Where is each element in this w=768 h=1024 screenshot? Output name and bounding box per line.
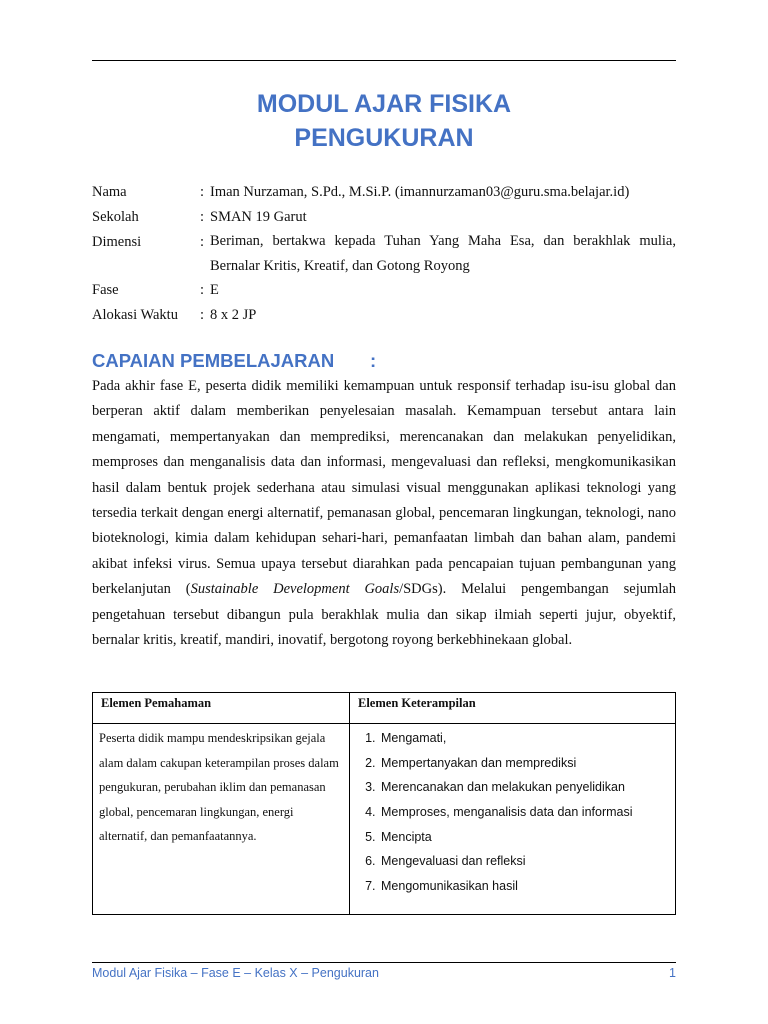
colon: :: [200, 234, 205, 250]
keterampilan-list: [351, 731, 674, 904]
footer-rule: [92, 962, 676, 963]
dimensi-value: Beriman, bertakwa kepada Tuhan Yang Maha Esa, dan berakhlak mulia, Bernalar Kritis, Kreatif, dan Gotong Royong: [210, 233, 676, 274]
list-item: 3. Merencanakan dan melakukan penyelidikan: [379, 780, 674, 805]
document-title: MODUL AJAR FISIKA: [256, 90, 512, 118]
capaian-heading-text: CAPAIAN PEMBELAJARAN: [92, 350, 335, 371]
list-item: 4. Memproses, menganalisis data dan informasi: [379, 805, 674, 830]
fase-value: E: [210, 282, 219, 298]
footer-text: Modul Ajar Fisika – Fase E – Kelas X – Pengukuran: [92, 966, 379, 980]
col-header-keterampilan: Elemen Keterampilan: [350, 693, 676, 724]
colon: :: [200, 307, 205, 323]
capaian-text-part1: Pada akhir fase E, peserta didik memiliki kemampuan untuk responsif terhadap isu-isu global dan berperan aktif dalam memberikan penyelesaian masalah. Kemampuan tersebut antara lain mengamati, mempertanyakan dan memprediksi, merencanakan dan melakukan penyelidikan, memproses dan menganalisis data dan informasi, mengevaluasi dan refleksi, mengkomunikasikan hasil dalam bentuk projek sederhana atau simulasi visual menggunakan aplikasi teknologi yang tersedia terkait dengan energi alternatif, pemanasan global, pencemaran lingkungan, teknologi, nano bioteknologi, kimia dalam kehidupan sehari-hari, pemanfaatan limbah dan bahan alam, pandemi akibat infeksi virus. Semua upaya tersebut diarahkan pada pencapaian tujuan pembangunan yang berkelanjutan (: [92, 378, 676, 598]
colon: :: [200, 209, 205, 225]
capaian-text-part2: /SDGs). Melalui pengembangan sejumlah pengetahuan tersebut dibangun pula berakhlak mulia dan sikap ilmiah seperti jujur, obyektif, bernalar kritis, kreatif, mandiri, inovatif, bergotong royong berkebhinekaan global.: [92, 581, 676, 649]
colon: :: [200, 184, 205, 200]
document-subtitle: PENGUKURAN: [294, 124, 474, 152]
alokasi-label: Alokasi Waktu: [92, 307, 178, 323]
table-row: [93, 724, 676, 915]
pemahaman-cell: Peserta didik mampu mendeskripsikan gejala alam dalam cakupan keterampilan proses dalam pengukuran, perubahan iklim dan pemanasan global, pencemaran lingkungan, energi alternatif, dan pemanfaatannya.: [93, 724, 350, 915]
info-row-sekolah: [92, 206, 676, 231]
page-number: 1: [669, 966, 676, 980]
info-row-nama: [92, 181, 676, 206]
list-item: 5. Mencipta: [379, 830, 674, 855]
alokasi-value: 8 x 2 JP: [210, 307, 257, 323]
header-rule: [92, 60, 676, 61]
list-item: 1. Mengamati,: [379, 731, 674, 756]
elemen-table: [92, 692, 676, 915]
info-row-dimensi: [92, 231, 676, 279]
fase-label: Fase: [92, 282, 119, 298]
nama-label: Nama: [92, 184, 127, 200]
capaian-heading-colon: :: [370, 350, 377, 371]
keterampilan-cell: [350, 724, 676, 915]
nama-value: Iman Nurzaman, S.Pd., M.Si.P. (imannurzaman03@guru.sma.belajar.id): [210, 184, 630, 200]
capaian-paragraph: [92, 374, 676, 653]
capaian-text-italic: Sustainable Development Goals: [190, 581, 400, 598]
list-item: 2. Mempertanyakan dan memprediksi: [379, 756, 674, 781]
info-row-alokasi: [92, 304, 676, 329]
col-header-pemahaman: Elemen Pemahaman: [93, 693, 350, 724]
sekolah-value: SMAN 19 Garut: [210, 209, 307, 225]
list-item: 7. Mengomunikasikan hasil: [379, 879, 674, 904]
page-footer: [92, 966, 676, 980]
info-row-fase: [92, 279, 676, 304]
dimensi-label: Dimensi: [92, 234, 142, 250]
list-item: 6. Mengevaluasi dan refleksi: [379, 854, 674, 879]
capaian-heading: [92, 350, 377, 372]
sekolah-label: Sekolah: [92, 209, 139, 225]
table-header-row: [93, 693, 676, 724]
colon: :: [200, 282, 205, 298]
identity-block: [92, 181, 676, 329]
